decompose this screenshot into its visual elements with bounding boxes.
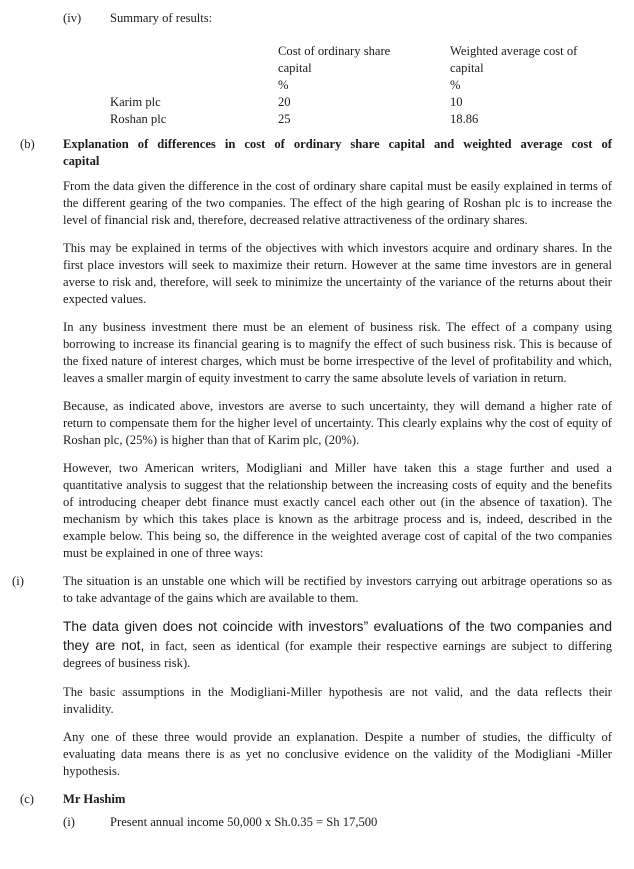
present-income-text: Present annual income 50,000 x Sh.0.35 = Sh 17,500 <box>110 814 378 829</box>
section-b-content <box>63 136 634 178</box>
summary-item-label: (iv) <box>63 11 82 25</box>
item-i-label: (i) <box>12 574 24 588</box>
section-b-label: (b) <box>20 137 35 151</box>
heading-line-1: Explanation of differences in cost of ordinary share capital and weighted average cost of <box>63 137 612 151</box>
column-unit-percent: % <box>278 78 289 92</box>
summary-title: Summary of results: <box>110 11 213 25</box>
paragraph-assumptions: The basic assumptions in the Modigliani-Miller hypothesis are not valid, and the data reflects their invalidity. <box>63 684 612 716</box>
column-header-line: Cost of ordinary share <box>278 44 391 58</box>
section-c-gutter <box>0 791 63 808</box>
table-row-roshan-name: Roshan plc <box>110 112 167 126</box>
table-row-roshan-cost: 25 <box>278 112 291 126</box>
table-row-karim-cost: 20 <box>278 95 291 109</box>
section-c-heading-row <box>0 791 634 808</box>
item-i-content <box>63 573 634 618</box>
section-c-item-content <box>63 814 634 831</box>
table-header-empty-cell <box>110 43 278 94</box>
results-table <box>110 43 612 128</box>
paragraph-uncertainty: Because, as indicated above, investors are averse to such uncertainty, they will demand a higher rate of return to compensate them for the higher level of uncertainty. This clearly explains why the cost of equity of Roshan plc, (25%) is higher than that of Karim plc, (20%). <box>63 399 612 447</box>
section-c-item-label: (i) <box>63 814 75 829</box>
column-header-line: capital <box>450 61 484 75</box>
column-header-line: capital <box>278 61 312 75</box>
paragraph-row <box>0 178 634 573</box>
summary-heading-row <box>0 10 634 27</box>
section-c-content <box>63 791 634 808</box>
section-b-gutter <box>0 136 63 153</box>
paragraph-container <box>63 178 634 573</box>
section-c-item-row <box>0 814 634 831</box>
paragraph-conclusion: Any one of these three would provide an explanation. Despite a number of studies, the difficulty of evaluating data means there is as yet no conclusive evidence on the validity of the Modigliani -Miller hypothesis. <box>63 729 612 778</box>
paragraph-gearing: From the data given the difference in the cost of ordinary share capital must be easily explained in terms of the different gearing of the two companies. The effect of the high gearing of Roshan plc is to increase the level of financial risk and, therefore, decreased relative attractiveness of the ordinary shares. <box>63 179 612 227</box>
table-header-cost-of-equity <box>278 43 450 94</box>
paragraph-row <box>0 618 634 791</box>
item-i-gutter <box>0 573 63 590</box>
heading-line-2: capital <box>63 154 100 168</box>
section-c-heading: Mr Hashim <box>63 791 126 806</box>
column-header-line: Weighted average cost of <box>450 44 578 58</box>
results-table-grid <box>110 43 612 128</box>
table-row-karim-wacc: 10 <box>450 95 463 109</box>
paragraph-sans-segment: The data given does not coincide with investors” evaluations of the two companies and they are not, <box>63 619 612 653</box>
table-row-karim-name: Karim plc <box>110 95 161 109</box>
paragraph-modigliani-miller: However, two American writers, Modigliani and Miller have taken this a stage further and used a quantitative analysis to suggest that the relationship between the increasing costs of equity and the benefits of introducing cheaper debt finance must exactly cancel each other out (in the absence of taxation). The mechanism by which this takes place is known as the arbitrage process and is, indeed, described in the example below. This being so, the difference in the weighted average cost of capital of the two companies must be explained in one of three ways: <box>63 461 612 560</box>
paragraph-investor-evaluations <box>63 618 612 673</box>
table-row-roshan-wacc: 18.86 <box>450 112 479 126</box>
paragraph-business-risk: In any business investment there must be an element of business risk. The effect of a company using borrowing to increase its financial gearing is to magnify the effect of such business risk. This is because of the fixed nature of interest charges, which must be borne irrespective of the level of profitability and which, leaves a smaller margin of equity investment to carry the same absolute levels of variation in return. <box>63 320 612 385</box>
column-unit-percent: % <box>450 78 461 92</box>
paragraph-objectives: This may be explained in terms of the objectives with which investors acquire and ordinary shares. In the first place investors will seek to maximize their return. However at the same time investors are in general averse to risk and, therefore, will seek to minimize the uncertainty of the variance of the returns about their expected values. <box>63 241 612 306</box>
section-b-heading <box>63 136 612 170</box>
paragraph-serif-segment: in fact, seen as identical (for example their respective earnings are subject to differing degrees of business risk). <box>63 638 613 670</box>
item-i-row <box>0 573 634 618</box>
section-c-label: (c) <box>20 791 34 806</box>
income-line <box>63 814 612 831</box>
paragraph-arbitrage: The situation is an unstable one which will be rectified by investors carrying out arbitrage operations so as to take advantage of the gains which are available to them. <box>63 574 612 605</box>
table-header-wacc <box>450 43 612 94</box>
paragraph-container <box>63 618 634 791</box>
section-b-heading-row <box>0 136 634 178</box>
